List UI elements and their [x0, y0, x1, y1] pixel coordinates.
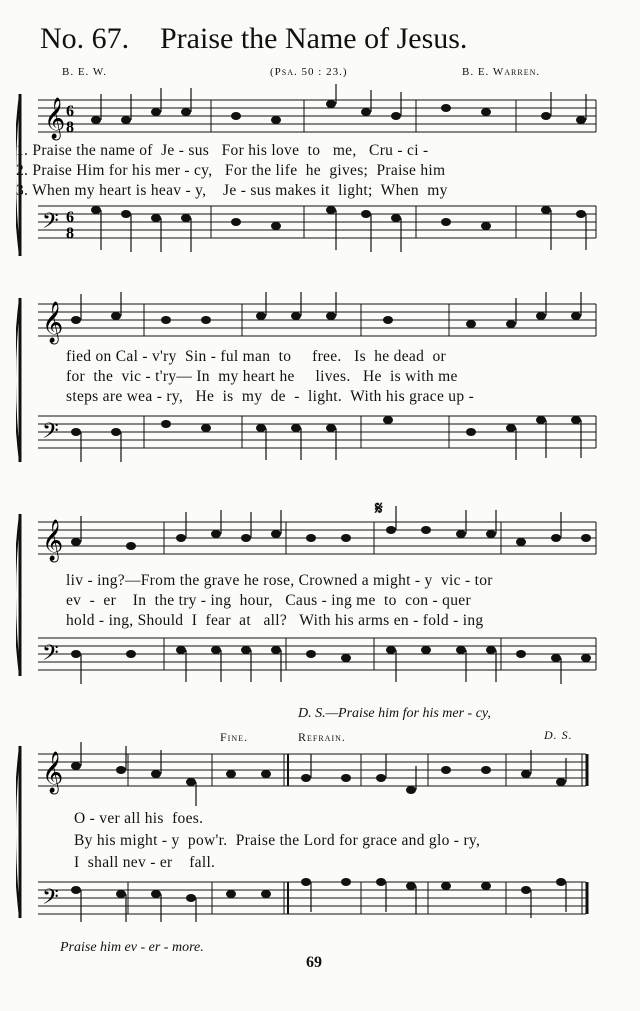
segno-sign: 𝄋: [375, 498, 383, 518]
lyric-verse-3: 3. When my heart is heav - y, Je - sus makes it light; When my: [16, 182, 448, 199]
lyric-verse-1: O - ver all his foes.: [74, 810, 204, 827]
author-initials: B. E. W.: [62, 66, 107, 78]
lyric-verse-1: liv - ing?—From the grave he rose, Crowned a might - y vic - tor: [66, 572, 493, 589]
lyric-verse-1: 1. Praise the name of Je - sus For his love to me, Cru - ci -: [16, 142, 429, 159]
svg-text:𝄢: 𝄢: [42, 419, 59, 449]
svg-text:8: 8: [66, 119, 74, 136]
svg-text:8: 8: [66, 225, 74, 242]
lyric-verse-2: for the vic - t'ry— In my heart he lives. He is with me: [66, 368, 458, 385]
svg-text:𝄞: 𝄞: [42, 752, 64, 793]
music-staves-1: [16, 80, 616, 280]
lyric-verse-2: By his might - y pow'r. Praise the Lord for grace and glo - ry,: [74, 832, 481, 849]
svg-text:𝄢: 𝄢: [42, 209, 59, 239]
svg-text:6: 6: [66, 209, 74, 226]
scripture-reference: (Psa. 50 : 23.): [270, 66, 348, 78]
refrain-end-lyric: Praise him ev - er - more.: [60, 940, 204, 955]
refrain-marker: Refrain.: [298, 730, 346, 744]
svg-text:𝄞: 𝄞: [42, 302, 64, 343]
svg-text:𝄞: 𝄞: [44, 98, 66, 139]
svg-text:𝄢: 𝄢: [42, 641, 59, 671]
hymn-title: Praise the Name of Jesus.: [160, 22, 468, 55]
lyric-verse-3: hold - ing, Should I fear at all? With his arms en - fold - ing: [66, 612, 484, 629]
lyric-verse-3: I shall nev - er fall.: [74, 854, 216, 871]
hymn-number: No. 67.: [40, 22, 130, 55]
ds-lyric: D. S.—Praise him for his mer - cy,: [298, 706, 491, 721]
svg-text:𝄢: 𝄢: [42, 885, 59, 915]
svg-text:6: 6: [66, 103, 74, 120]
page-number: 69: [306, 954, 322, 971]
music-system-1: [16, 80, 616, 280]
music-system-2: [16, 290, 616, 490]
lyric-verse-3: steps are wea - ry, He is my de - light. With his grace up -: [66, 388, 475, 405]
lyric-verse-2: ev - er In the try - ing hour, Caus - ing me to con - quer: [66, 592, 471, 609]
composer-credit: B. E. Warren.: [462, 66, 541, 78]
music-system-4: [16, 742, 616, 942]
lyric-verse-1: fied on Cal - v'ry Sin - ful man to free. Is he dead or: [66, 348, 446, 365]
lyric-verse-2: 2. Praise Him for his mer - cy, For the life he gives; Praise him: [16, 162, 446, 179]
fine-marker: Fine.: [220, 730, 249, 744]
svg-text:𝄞: 𝄞: [42, 520, 64, 561]
music-system-3: [16, 500, 616, 720]
ds-marker: D. S.: [544, 728, 573, 742]
